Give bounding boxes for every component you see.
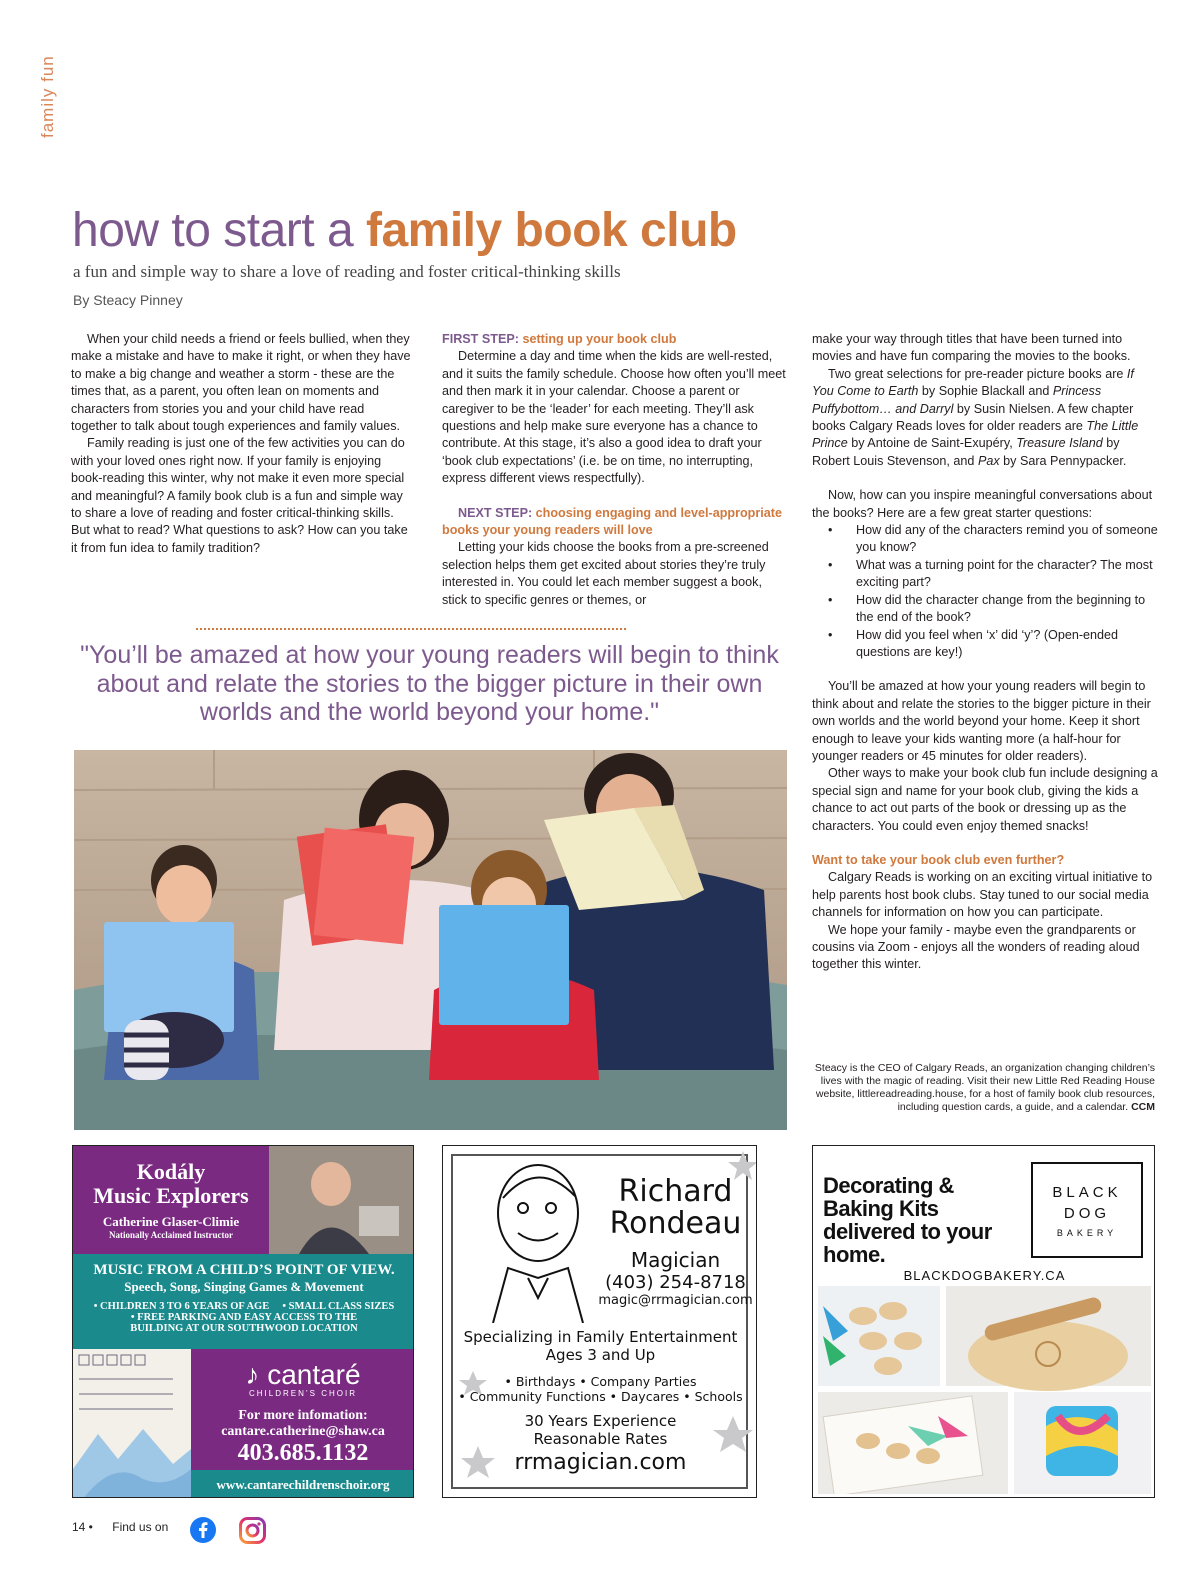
cantare-logo: ♪ cantaré [245, 1359, 361, 1390]
bakery-photos [818, 1286, 1151, 1494]
list-item: • What was a turning point for the character? The most exciting part? [856, 557, 1158, 592]
list-item: • How did the character change from the beginning to the end of the book? [856, 592, 1158, 627]
page-number: 14 • [72, 1520, 93, 1534]
kodaly-header: Kodály Music Explorers Catherine Glaser-Climie Nationally Acclaimed Instructor [73, 1146, 269, 1254]
article-column-1 [71, 331, 411, 557]
section-heading-next-step: NEXT STEP: choosing engaging and level-appropriate books your young readers will love [442, 505, 782, 538]
ad-bakery[interactable] [812, 1145, 1155, 1498]
section-tag: family fun [38, 55, 57, 138]
facebook-icon[interactable] [190, 1517, 216, 1543]
paragraph: You’ll be amazed at how your young readers will begin to think about and relate the stories to the bigger picture in their own worlds and the world beyond your home. Keep it short enough to leave your kids wanting more (a half-hour for younger readers or 45 minutes for older readers). [812, 679, 1151, 763]
magician-details: Specializing in Family Entertainment Ages 3 and Up • Birthdays • Company Parties • Community Functions • Daycares • Schools 30 Years Experience Reasonable Rates rrmagician.com [443, 1328, 757, 1475]
ad-kodaly-music[interactable] [72, 1145, 414, 1498]
family-reading-photo [74, 750, 787, 1130]
paragraph: We hope your family - maybe even the grandparents or cousins via Zoom - enjoys all the wonders of reading aloud together this winter. [812, 922, 1140, 972]
title-part-2: family book club [365, 204, 737, 257]
bakery-website[interactable]: BLACKDOGBAKERY.CA [903, 1268, 1066, 1283]
children-drawing [73, 1349, 191, 1498]
section-heading-first-step: FIRST STEP: setting up your book club [442, 332, 677, 346]
instagram-icon[interactable] [239, 1517, 266, 1544]
article-column-2 [442, 331, 787, 609]
paragraph: When your child needs a friend or feels bullied, when they make a mistake and have to make it right, or when they have to make a big change and weather a storm - these are the times that, as a parent, you often lean on moments and characters from stories you and your child have read together to talk about tough experiences and family values. [71, 332, 411, 434]
pull-quote: "You’ll be amazed at how your young readers will begin to think about and relate the stories to the bigger picture in their own worlds and the world beyond your home." [80, 641, 779, 726]
find-us-label: Find us on [112, 1520, 169, 1534]
paragraph: Now, how can you inspire meaningful conversations about the books? Here are a few great starter questions: [812, 488, 1153, 520]
section-heading-further: Want to take your book club even further? [812, 852, 1065, 867]
paragraph: make your way through titles that have been turned into movies and have fun comparing the movies to the books. [812, 332, 1131, 364]
article-subtitle: a fun and simple way to share a love of reading and foster critical-thinking skills [73, 262, 621, 281]
black-dog-logo: BLACK DOG BAKERY [1031, 1162, 1143, 1258]
magician-name-block: Richard Rondeau Magician (403) 254-8718 magic@rrmagician.com [598, 1174, 753, 1308]
author-bio: Steacy is the CEO of Calgary Reads, an organization changing children’s lives with the magic of reading. Visit their new Little Red Reading House website, littlereadreading.house, for a host of family book club resources, including question cards, a guide, and a calendar. CCM [814, 1062, 1155, 1113]
paragraph: Other ways to make your book club fun include designing a special sign and name for your book club, giving the kids a chance to act out parts of the book or dressing up as the characters. You could even enjoy themed snacks! [812, 766, 1158, 833]
kodaly-info-band: MUSIC FROM A CHILD’S POINT OF VIEW. Speech, Song, Singing Games & Movement • CHILDREN 3 TO 6 YEARS OF AGE • SMALL CLASS SIZES • FREE PARKING AND EASY ACCESS TO THE BUILDING AT OUR SOUTHWOOD LOCATION [73, 1254, 414, 1349]
bakery-headline: Decorating & Baking Kits delivered to your home. [823, 1173, 992, 1267]
kodaly-contact: ♪ cantaré CHILDREN’S CHOIR For more infomation: cantare.catherine@shaw.ca 403.685.1132 [191, 1349, 414, 1498]
paragraph: Calgary Reads is working on an exciting virtual initiative to help parents host book clubs. Stay tuned to our social media channels for information on how you can participate. [812, 870, 1153, 920]
paragraph: Two great selections for pre-reader picture books are If You Come to Earth by Sophie Blackall and Princess Puffybottom… and Darryl by Susin Nielsen. A few chapter books Calgary Reads loves for older readers are The Little Prince by Antoine de Saint-Exupéry, Treasure Island by Robert Louis Stevenson, and Pax by Sara Pennypacker. [812, 366, 1139, 468]
article-column-3 [812, 331, 1158, 974]
page-footer [72, 1520, 168, 1534]
child-photo [269, 1146, 414, 1254]
article-title [72, 203, 737, 258]
paragraph: Determine a day and time when the kids are well-rested, and it suits the family schedule. Choose how often you’ll meet and then mark it in your calendar. Choose a parent or caregiver to be the ‘leader’ for each meeting. They’ll ask questions and help make sure everyone has a chance to contribute. At this stage, it’s also a good idea to draft your ‘book club expectations’ (i.e. be on time, no interrupting, express different views respectfully). [442, 349, 786, 486]
divider [196, 628, 626, 630]
magician-caricature [483, 1158, 603, 1323]
byline: By Steacy Pinney [73, 292, 183, 308]
kodaly-website[interactable]: www.cantarechildrenschoir.org [191, 1470, 414, 1498]
magician-website[interactable]: rrmagician.com [514, 1450, 687, 1475]
list-item: • How did you feel when ‘x’ did ‘y’? (Open-ended questions are key!) [856, 627, 1158, 662]
paragraph: Letting your kids choose the books from a pre-screened selection helps them get excited about stories they’re truly interested in. You could let each member suggest a book, stick to specific genres or themes, or [442, 540, 769, 607]
ad-magician[interactable] [442, 1145, 757, 1498]
question-list [812, 522, 1158, 661]
paragraph: Family reading is just one of the few activities you can do with your loved ones right now. If your family is enjoying book-reading this winter, why not make it even more special and meaningful? A family book club is a fun and simple way to share a love of reading and foster critical-thinking skills. But what to read? What questions to ask? How can you take it from fun idea to family tradition? [71, 436, 408, 555]
title-part-1: how to start a [72, 204, 366, 257]
list-item: • How did any of the characters remind you of someone you know? [856, 522, 1158, 557]
